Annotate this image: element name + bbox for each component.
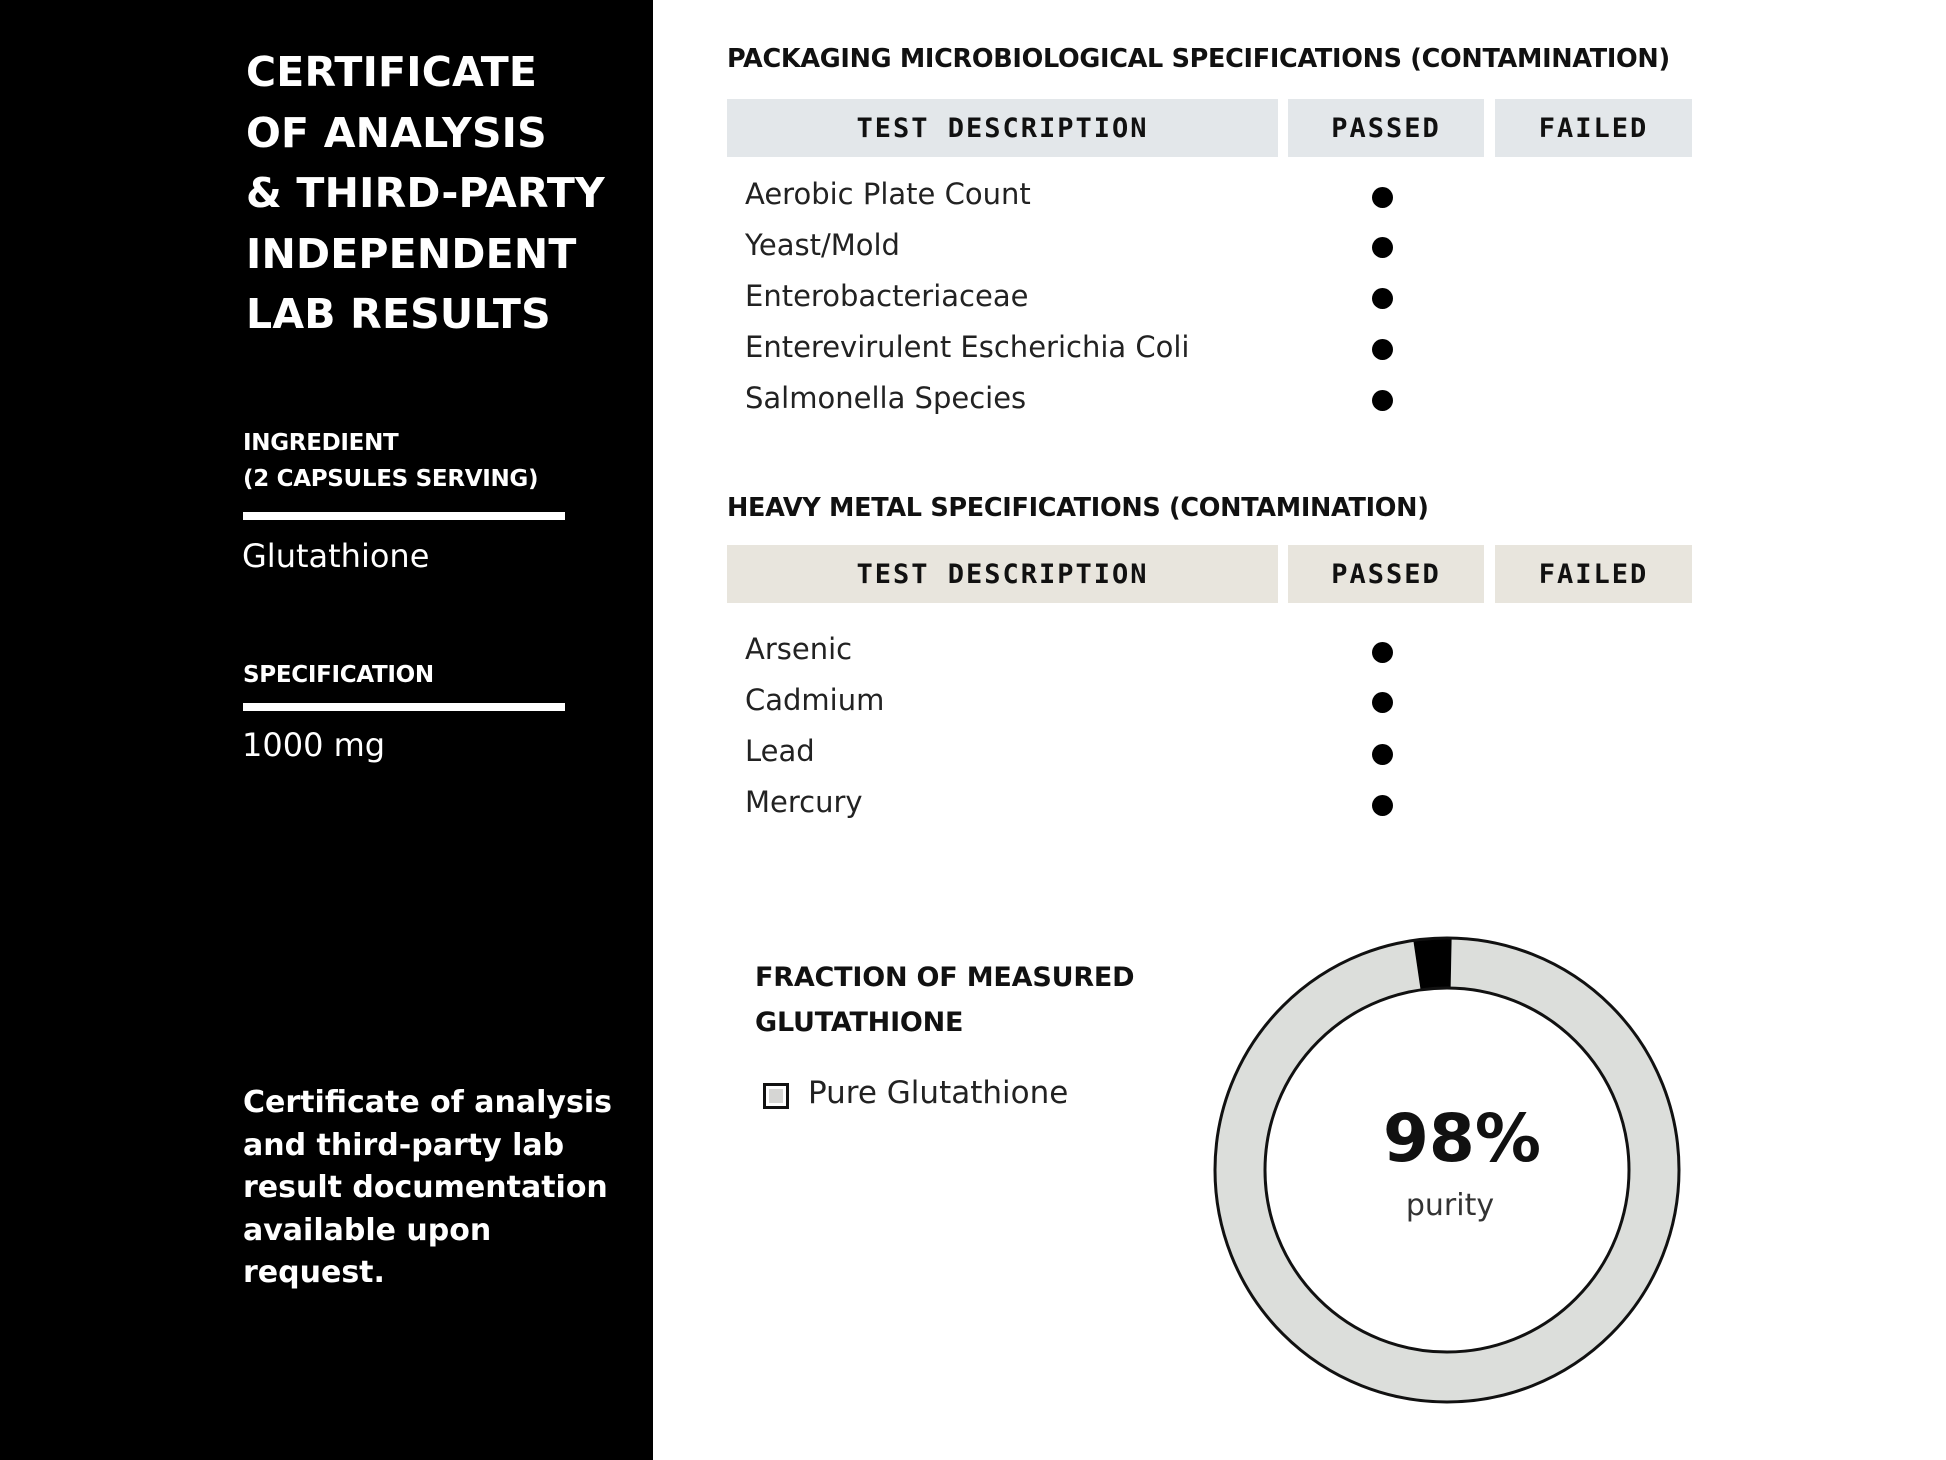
- specification-value: 1000 mg: [242, 726, 386, 764]
- metals-row-label: Cadmium: [745, 683, 885, 717]
- metals-header-failed: FAILED: [1495, 545, 1692, 603]
- specification-label-text: SPECIFICATION: [243, 662, 434, 688]
- fraction-title: [755, 955, 1134, 1045]
- passed-indicator: [1372, 187, 1393, 208]
- sidebar: [0, 0, 653, 1460]
- micro-row-label: Yeast/Mold: [745, 228, 900, 262]
- micro-header-passed: PASSED: [1288, 99, 1484, 157]
- title-line: INDEPENDENT: [246, 229, 577, 278]
- passed-indicator: [1372, 339, 1393, 360]
- ingredient-value: Glutathione: [242, 537, 430, 575]
- micro-row-label: Salmonella Species: [745, 381, 1027, 415]
- metals-row-label: Lead: [745, 734, 815, 768]
- metals-row-label: Mercury: [745, 785, 863, 819]
- availability-note: [243, 1082, 623, 1295]
- passed-indicator: [1372, 390, 1393, 411]
- title-line: OF ANALYSIS: [246, 108, 547, 157]
- ingredient-label-line: (2 CAPSULES SERVING): [243, 466, 539, 492]
- title-line: & THIRD-PARTY: [246, 169, 605, 217]
- micro-header-test-description: TEST DESCRIPTION: [727, 99, 1278, 157]
- legend-swatch: [763, 1083, 789, 1109]
- passed-indicator: [1372, 692, 1393, 713]
- specification-divider: [243, 703, 565, 711]
- micro-row-label: Aerobic Plate Count: [745, 177, 1031, 211]
- note-line: request.: [243, 1255, 385, 1290]
- specification-label: [243, 657, 434, 693]
- legend-label: Pure Glutathione: [808, 1075, 1069, 1111]
- fraction-title-line: FRACTION OF MEASURED: [755, 962, 1135, 993]
- note-line: available upon: [243, 1212, 492, 1248]
- passed-indicator: [1372, 744, 1393, 765]
- micro-row-label: Enterobacteriaceae: [745, 279, 1029, 313]
- ingredient-divider: [243, 512, 565, 520]
- metals-header-passed: PASSED: [1288, 545, 1484, 603]
- passed-indicator: [1372, 642, 1393, 663]
- micro-section-title: PACKAGING MICROBIOLOGICAL SPECIFICATIONS (CONTAMINATION): [727, 44, 1670, 74]
- purity-caption: purity: [1405, 1188, 1495, 1223]
- purity-percentage: 98%: [1383, 1100, 1541, 1177]
- passed-indicator: [1372, 288, 1393, 309]
- certificate-title: [246, 42, 646, 345]
- title-line: LAB RESULTS: [246, 290, 551, 338]
- fraction-title-line: GLUTATHIONE: [755, 1007, 964, 1038]
- metals-header-test-description: TEST DESCRIPTION: [727, 545, 1278, 603]
- note-line: Certificate of analysis: [243, 1085, 612, 1120]
- micro-row-label: Enterevirulent Escherichia Coli: [745, 330, 1190, 364]
- passed-indicator: [1372, 237, 1393, 258]
- title-line: CERTIFICATE: [246, 48, 538, 96]
- micro-header-failed: FAILED: [1495, 99, 1692, 157]
- ingredient-label-line: INGREDIENT: [243, 430, 399, 456]
- note-line: and third-party lab: [243, 1127, 565, 1163]
- metals-row-label: Arsenic: [745, 632, 853, 666]
- passed-indicator: [1372, 795, 1393, 816]
- note-line: result documentation: [243, 1170, 608, 1205]
- metals-section-title: HEAVY METAL SPECIFICATIONS (CONTAMINATION): [727, 493, 1429, 523]
- ingredient-label: [243, 425, 538, 497]
